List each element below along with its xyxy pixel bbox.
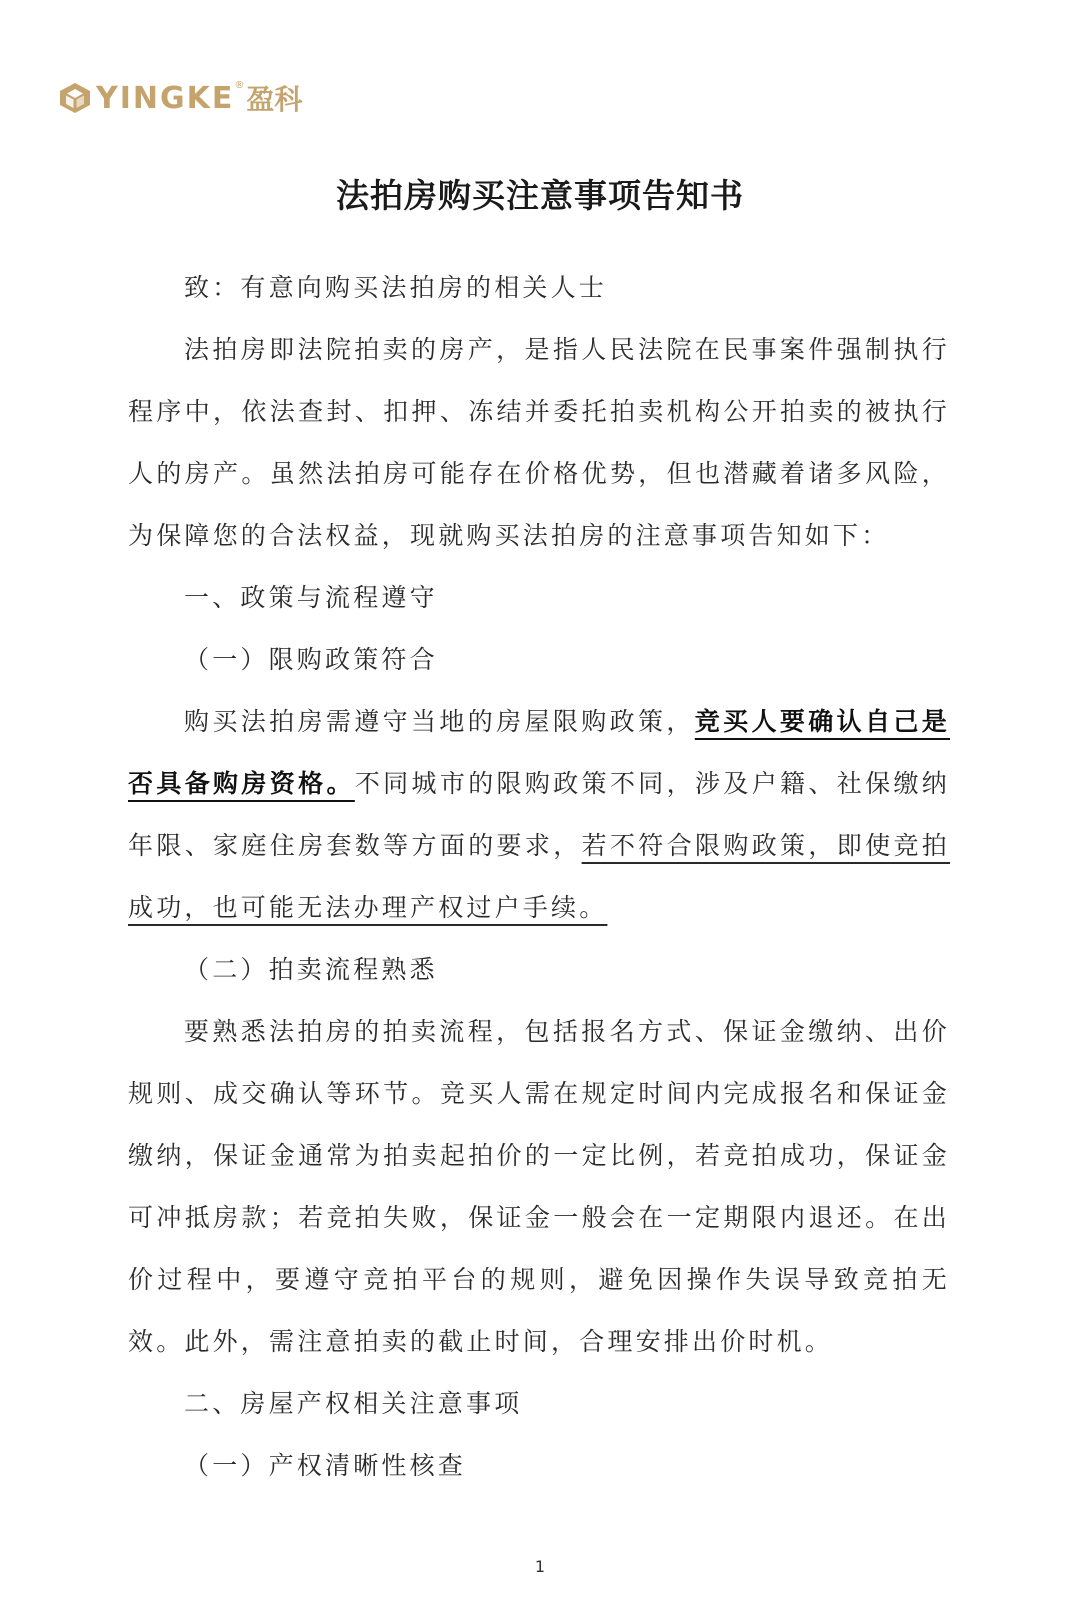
policy-detail-text: 不同城市的限购政策不同，涉及户籍、社保缴纳年限、家庭住房套数等方面的要求，: [128, 769, 951, 860]
company-logo: [58, 78, 302, 118]
section-1-2-paragraph: 要熟悉法拍房的拍卖流程，包括报名方式、保证金缴纳、出价规则、成交确认等环节。竞买人需在规定时间内完成报名和保证金缴纳，保证金通常为拍卖起拍价的一定比例，若竞拍成功，保证金可冲抵房款；若竞拍失败，保证金一般会在一定期限内退还。在出价过程中，要遵守竞拍平台的规则，避免因操作失误导致竞拍无效。此外，需注意拍卖的截止时间，合理安排出价时机。: [128, 1017, 950, 1356]
section-1-heading: 一、政策与流程遵守: [184, 583, 438, 612]
section-2-1-heading: （一）产权清晰性核查: [184, 1451, 467, 1480]
document-title: 法拍房购买注意事项告知书: [336, 176, 744, 215]
page-number: 1: [534, 1557, 546, 1576]
section-1-2-heading: （二）拍卖流程熟悉: [184, 955, 438, 984]
logo-brand-en: YINGKE: [96, 80, 235, 116]
logo-registered-mark: ®: [234, 80, 245, 91]
yingke-logo-icon: [58, 81, 92, 115]
purchase-policy-text: 购买法拍房需遵守当地的房屋限购政策，: [184, 707, 695, 736]
transfer-warning: 若不符合限购政策，即使竞拍成功，也可能无法办理产权过户手续。: [128, 831, 951, 922]
document-body: [128, 257, 950, 1497]
section-2-heading: 二、房屋产权相关注意事项: [184, 1389, 523, 1418]
intro-paragraph: 法拍房即法院拍卖的房产，是指人民法院在民事案件强制执行程序中，依法查封、扣押、冻结并委托拍卖机构公开拍卖的被执行人的房产。虽然法拍房可能存在价格优势，但也潜藏着诸多风险，为保障您的合法权益，现就购买法拍房的注意事项告知如下：: [128, 335, 950, 550]
salutation: 致：有意向购买法拍房的相关人士: [184, 273, 608, 302]
section-1-1-paragraph: [128, 691, 950, 939]
logo-brand-cn: 盈科: [246, 83, 303, 116]
qualification-emphasis: 竞买人要确认自己是否具备购房资格。: [128, 707, 950, 798]
section-1-1-heading: （一）限购政策符合: [184, 645, 438, 674]
